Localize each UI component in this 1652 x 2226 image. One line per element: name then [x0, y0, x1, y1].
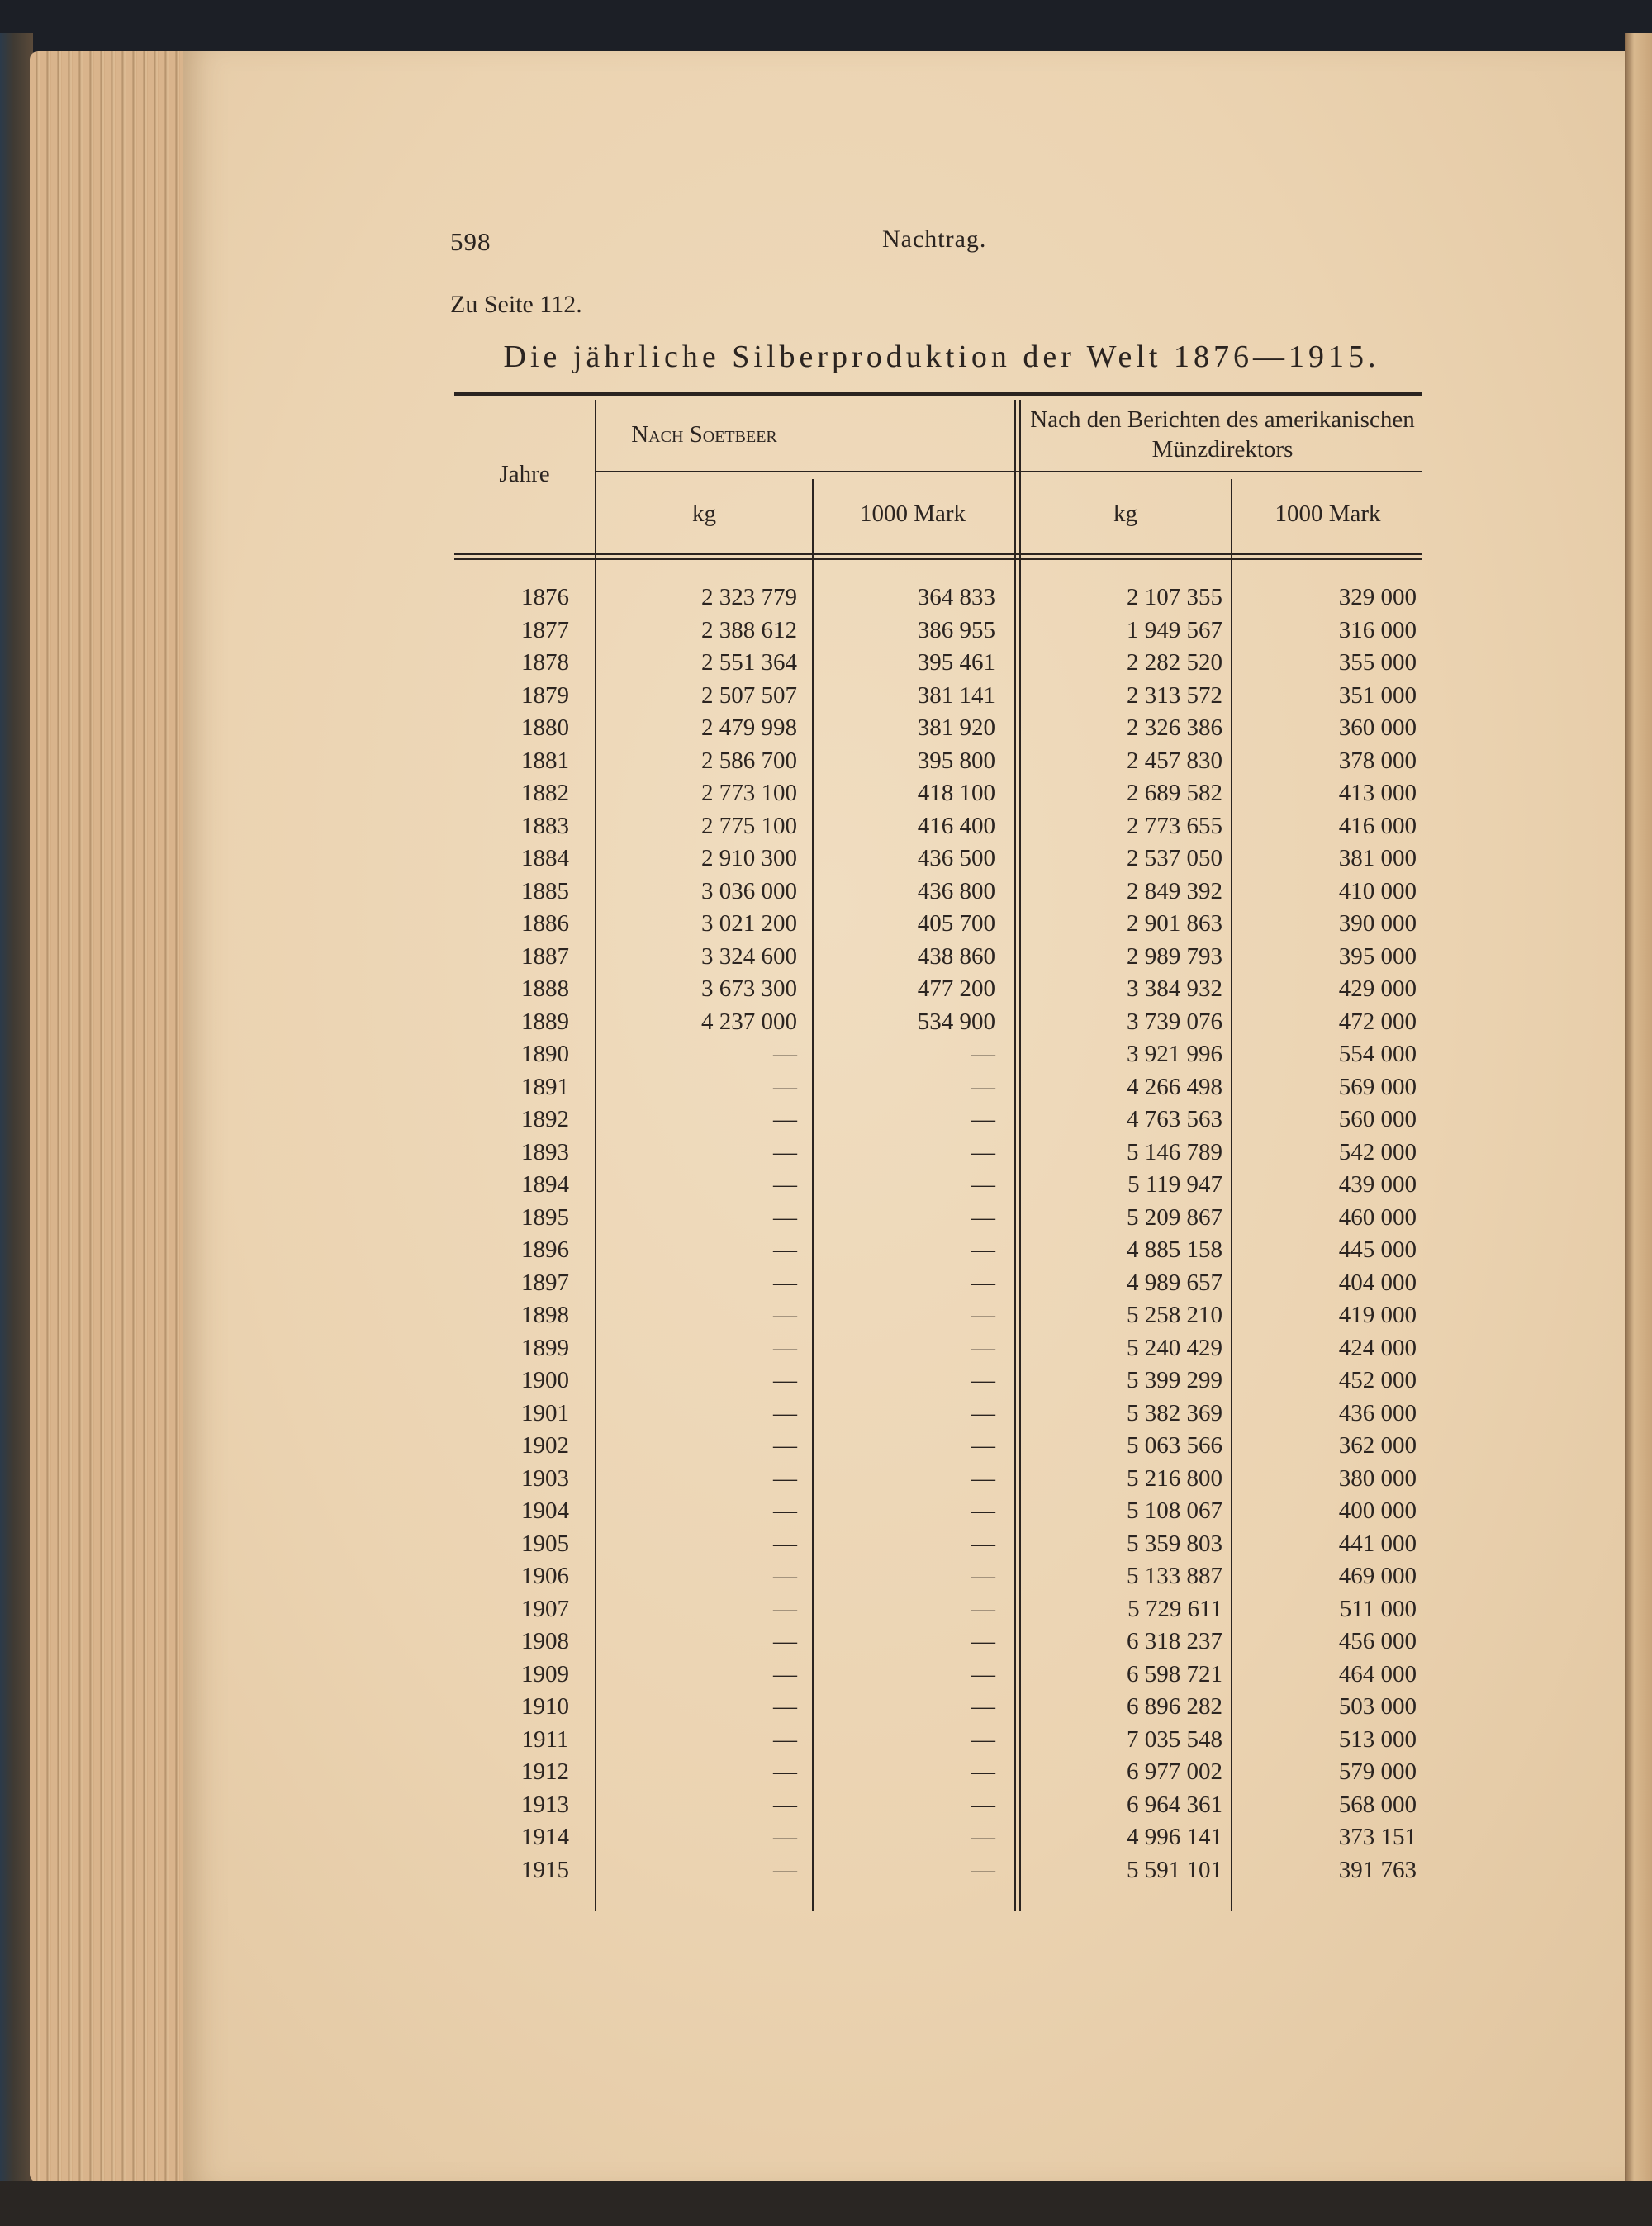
soetbeer-kg-cell: 2 910 300: [701, 845, 797, 871]
soetbeer-kg-cell: —: [773, 1628, 797, 1654]
subheader-kg-1: kg: [692, 501, 716, 527]
munzdirektor-mark-cell: 378 000: [1338, 747, 1417, 774]
year-cell: 1895: [521, 1203, 569, 1231]
soetbeer-kg-cell: —: [773, 1758, 797, 1785]
munzdirektor-mark-cell: 351 000: [1338, 681, 1417, 709]
soetbeer-kg-cell: —: [773, 1399, 797, 1426]
soetbeer-kg-cell: —: [773, 1530, 797, 1557]
page-number: 598: [450, 227, 491, 256]
year-cell: 1882: [521, 780, 569, 806]
year-cell: 1877: [521, 616, 569, 643]
munzdirektor-mark-cell: 568 000: [1338, 1791, 1417, 1818]
soetbeer-mark-cell: 364 833: [917, 584, 995, 610]
table-row: [458, 711, 1417, 744]
munzdirektor-kg-cell: 6 964 361: [1127, 1791, 1222, 1818]
soetbeer-kg-cell: —: [773, 1269, 797, 1296]
table-row: [458, 1364, 1417, 1397]
table-row: [458, 1690, 1417, 1723]
soetbeer-kg-cell: —: [773, 1203, 797, 1231]
soetbeer-mark-cell: —: [971, 1497, 995, 1524]
munzdirektor-mark-cell: 569 000: [1338, 1073, 1417, 1100]
munzdirektor-kg-cell: 5 729 611: [1127, 1595, 1222, 1622]
year-cell: 1915: [521, 1856, 569, 1883]
soetbeer-mark-cell: —: [971, 1758, 995, 1785]
soetbeer-mark-cell: —: [971, 1138, 995, 1165]
soetbeer-kg-cell: —: [773, 1367, 797, 1393]
munzdirektor-kg-cell: 3 384 932: [1127, 975, 1222, 1002]
soetbeer-kg-cell: 3 021 200: [701, 910, 797, 937]
munzdirektor-kg-cell: 2 282 520: [1127, 649, 1222, 676]
table-row: [458, 907, 1417, 940]
munzdirektor-mark-cell: 390 000: [1338, 910, 1417, 937]
year-cell: 1907: [521, 1595, 569, 1622]
year-cell: 1909: [521, 1660, 569, 1687]
soetbeer-kg-cell: 2 479 998: [701, 714, 797, 741]
soetbeer-mark-cell: —: [971, 1073, 995, 1100]
munzdirektor-mark-cell: 542 000: [1338, 1138, 1417, 1165]
table-row: [458, 875, 1417, 908]
table-row: [458, 1103, 1417, 1136]
munzdirektor-mark-cell: 436 000: [1338, 1399, 1417, 1426]
munzdirektor-kg-cell: 5 108 067: [1127, 1497, 1222, 1524]
munzdirektor-mark-cell: 381 000: [1338, 845, 1417, 871]
soetbeer-mark-cell: 395 800: [917, 747, 995, 774]
year-cell: 1896: [521, 1236, 569, 1263]
munzdirektor-kg-cell: 2 989 793: [1127, 942, 1222, 970]
year-cell: 1876: [521, 584, 569, 610]
soetbeer-kg-cell: —: [773, 1660, 797, 1687]
table-row: [458, 1853, 1417, 1887]
munzdirektor-kg-cell: 5 119 947: [1127, 1171, 1222, 1198]
munzdirektor-kg-cell: 3 739 076: [1127, 1008, 1222, 1035]
munzdirektor-kg-cell: 5 240 429: [1127, 1334, 1222, 1361]
table-row: [458, 1136, 1417, 1169]
soetbeer-kg-cell: 2 775 100: [701, 812, 797, 839]
munzdirektor-kg-cell: 7 035 548: [1127, 1725, 1222, 1753]
soetbeer-mark-cell: —: [971, 1791, 995, 1818]
soetbeer-kg-cell: —: [773, 1334, 797, 1361]
group-divider-rule: [596, 471, 1422, 472]
year-cell: 1911: [521, 1725, 569, 1753]
year-cell: 1897: [521, 1269, 569, 1296]
table-row: [458, 614, 1417, 647]
munzdirektor-kg-cell: 2 457 830: [1127, 747, 1222, 774]
table-row: [458, 776, 1417, 809]
table-row: [458, 1527, 1417, 1560]
soetbeer-kg-cell: —: [773, 1432, 797, 1459]
table-row: [458, 1298, 1417, 1331]
munzdirektor-mark-cell: 373 151: [1338, 1824, 1417, 1850]
facing-page-edge: [1625, 33, 1652, 2189]
munzdirektor-kg-cell: 5 146 789: [1127, 1138, 1222, 1165]
munzdirektor-kg-cell: 4 763 563: [1127, 1106, 1222, 1132]
table-row: [458, 1397, 1417, 1430]
soetbeer-kg-cell: —: [773, 1041, 797, 1067]
soetbeer-kg-cell: —: [773, 1595, 797, 1622]
soetbeer-kg-cell: 2 323 779: [701, 584, 797, 610]
munzdirektor-mark-cell: 511 000: [1339, 1595, 1417, 1622]
table-row: [458, 1070, 1417, 1104]
munzdirektor-mark-cell: 554 000: [1338, 1041, 1417, 1067]
soetbeer-kg-cell: 3 324 600: [701, 942, 797, 970]
table-row: [458, 1592, 1417, 1626]
soetbeer-kg-cell: 3 673 300: [701, 975, 797, 1002]
table-row: [458, 842, 1417, 875]
year-cell: 1886: [521, 910, 569, 937]
soetbeer-mark-cell: 436 500: [917, 845, 995, 871]
year-cell: 1889: [521, 1008, 569, 1035]
munzdirektor-kg-cell: 4 266 498: [1127, 1073, 1222, 1100]
soetbeer-mark-cell: —: [971, 1464, 995, 1492]
year-cell: 1906: [521, 1563, 569, 1589]
year-cell: 1900: [521, 1367, 569, 1393]
year-cell: 1902: [521, 1432, 569, 1459]
table-row: [458, 1788, 1417, 1821]
soetbeer-mark-cell: —: [971, 1106, 995, 1132]
munzdirektor-mark-cell: 329 000: [1338, 584, 1417, 610]
year-cell: 1899: [521, 1334, 569, 1361]
munzdirektor-kg-cell: 5 359 803: [1127, 1530, 1222, 1557]
munzdirektor-kg-cell: 4 989 657: [1127, 1269, 1222, 1296]
soetbeer-mark-cell: —: [971, 1660, 995, 1687]
soetbeer-mark-cell: —: [971, 1302, 995, 1328]
soetbeer-mark-cell: —: [971, 1693, 995, 1720]
soetbeer-kg-cell: —: [773, 1464, 797, 1492]
table-row: [458, 1233, 1417, 1266]
soetbeer-mark-cell: —: [971, 1399, 995, 1426]
soetbeer-mark-cell: —: [971, 1269, 995, 1296]
year-cell: 1880: [521, 714, 569, 741]
table-row: [458, 646, 1417, 679]
table-row: [458, 1559, 1417, 1592]
soetbeer-kg-cell: —: [773, 1497, 797, 1524]
year-cell: 1901: [521, 1399, 569, 1426]
soetbeer-kg-cell: —: [773, 1171, 797, 1198]
munzdirektor-kg-cell: 5 063 566: [1127, 1432, 1222, 1459]
table-row: [458, 1037, 1417, 1070]
soetbeer-mark-cell: —: [971, 1171, 995, 1198]
soetbeer-kg-cell: 4 237 000: [701, 1008, 797, 1035]
munzdirektor-kg-cell: 6 977 002: [1127, 1758, 1222, 1785]
year-cell: 1894: [521, 1171, 569, 1198]
munzdirektor-mark-cell: 460 000: [1338, 1203, 1417, 1231]
munzdirektor-mark-cell: 404 000: [1338, 1269, 1417, 1296]
munzdirektor-mark-cell: 362 000: [1338, 1432, 1417, 1459]
table-row: [458, 1462, 1417, 1495]
munzdirektor-kg-cell: 3 921 996: [1127, 1041, 1222, 1067]
munzdirektor-mark-cell: 439 000: [1338, 1171, 1417, 1198]
munzdirektor-mark-cell: 355 000: [1338, 649, 1417, 676]
table-row: [458, 940, 1417, 973]
munzdirektor-kg-cell: 2 107 355: [1127, 584, 1222, 610]
munzdirektor-kg-cell: 5 216 800: [1127, 1464, 1222, 1492]
soetbeer-mark-cell: 405 700: [917, 910, 995, 937]
book-cover-edge: [0, 33, 33, 2181]
soetbeer-mark-cell: 438 860: [917, 942, 995, 970]
munzdirektor-mark-cell: 452 000: [1338, 1367, 1417, 1393]
soetbeer-kg-cell: 2 773 100: [701, 780, 797, 806]
background-band: [0, 2181, 1652, 2226]
munzdirektor-kg-cell: 5 591 101: [1127, 1856, 1222, 1883]
munzdirektor-kg-cell: 2 537 050: [1127, 845, 1222, 871]
soetbeer-kg-cell: —: [773, 1693, 797, 1720]
table-row: [458, 809, 1417, 842]
munzdirektor-kg-cell: 6 318 237: [1127, 1628, 1222, 1654]
table-top-rule: [454, 392, 1422, 396]
year-cell: 1893: [521, 1138, 569, 1165]
munzdirektor-mark-cell: 424 000: [1338, 1334, 1417, 1361]
table-row: [458, 1331, 1417, 1365]
soetbeer-kg-cell: —: [773, 1856, 797, 1883]
table-row: [458, 1005, 1417, 1038]
soetbeer-kg-cell: —: [773, 1791, 797, 1818]
soetbeer-mark-cell: 534 900: [917, 1008, 995, 1035]
table-row: [458, 1168, 1417, 1201]
soetbeer-mark-cell: 381 920: [917, 714, 995, 741]
year-cell: 1879: [521, 681, 569, 709]
year-cell: 1905: [521, 1530, 569, 1557]
year-cell: 1885: [521, 877, 569, 904]
year-cell: 1910: [521, 1693, 569, 1720]
soetbeer-mark-cell: 436 800: [917, 877, 995, 904]
soetbeer-mark-cell: —: [971, 1595, 995, 1622]
soetbeer-mark-cell: —: [971, 1041, 995, 1067]
munzdirektor-kg-cell: 5 258 210: [1127, 1302, 1222, 1328]
soetbeer-mark-cell: 477 200: [917, 975, 995, 1002]
soetbeer-kg-cell: —: [773, 1106, 797, 1132]
munzdirektor-kg-cell: 2 773 655: [1127, 812, 1222, 839]
munzdirektor-kg-cell: 1 949 567: [1127, 616, 1222, 643]
soetbeer-kg-cell: —: [773, 1824, 797, 1850]
year-cell: 1898: [521, 1302, 569, 1328]
munzdirektor-mark-cell: 380 000: [1338, 1464, 1417, 1492]
year-cell: 1903: [521, 1464, 569, 1492]
year-cell: 1914: [521, 1824, 569, 1850]
soetbeer-kg-cell: —: [773, 1073, 797, 1100]
soetbeer-mark-cell: 386 955: [917, 616, 995, 643]
subheader-kg-2: kg: [1113, 501, 1137, 527]
munzdirektor-mark-cell: 410 000: [1338, 877, 1417, 904]
subheader-mark-2: 1000 Mark: [1275, 501, 1381, 527]
table-row: [458, 1625, 1417, 1658]
page-reference: Zu Seite 112.: [450, 291, 582, 318]
soetbeer-kg-cell: 2 586 700: [701, 747, 797, 774]
soetbeer-mark-cell: —: [971, 1530, 995, 1557]
table-row: [458, 1658, 1417, 1691]
munzdirektor-mark-cell: 360 000: [1338, 714, 1417, 741]
soetbeer-kg-cell: —: [773, 1302, 797, 1328]
year-cell: 1912: [521, 1758, 569, 1785]
table-row: [458, 1723, 1417, 1756]
table-row: [458, 1494, 1417, 1527]
table-row: [458, 581, 1417, 614]
year-cell: 1878: [521, 649, 569, 676]
header-bottom-rule-2: [454, 558, 1422, 560]
munzdirektor-mark-cell: 472 000: [1338, 1008, 1417, 1035]
munzdirektor-mark-cell: 579 000: [1338, 1758, 1417, 1785]
table-row: [458, 1429, 1417, 1462]
soetbeer-kg-cell: —: [773, 1563, 797, 1589]
munzdirektor-kg-cell: 2 849 392: [1127, 877, 1222, 904]
year-cell: 1891: [521, 1073, 569, 1100]
munzdirektor-mark-cell: 395 000: [1338, 942, 1417, 970]
munzdirektor-kg-cell: 2 326 386: [1127, 714, 1222, 741]
year-cell: 1888: [521, 975, 569, 1002]
year-cell: 1881: [521, 747, 569, 774]
munzdirektor-kg-cell: 4 885 158: [1127, 1236, 1222, 1263]
munzdirektor-mark-cell: 456 000: [1338, 1628, 1417, 1654]
year-cell: 1890: [521, 1041, 569, 1067]
soetbeer-mark-cell: —: [971, 1628, 995, 1654]
munzdirektor-kg-cell: 5 382 369: [1127, 1399, 1222, 1426]
munzdirektor-kg-cell: 2 901 863: [1127, 910, 1222, 937]
table-row: [458, 1820, 1417, 1853]
soetbeer-kg-cell: 2 388 612: [701, 616, 797, 643]
page-stack-edges: [30, 51, 187, 2182]
year-cell: 1887: [521, 942, 569, 970]
table-row: [458, 679, 1417, 712]
soetbeer-mark-cell: —: [971, 1334, 995, 1361]
table-row: [458, 1755, 1417, 1788]
subheader-mark-1: 1000 Mark: [859, 501, 966, 527]
year-cell: 1892: [521, 1106, 569, 1132]
header-bottom-rule: [454, 553, 1422, 555]
year-cell: 1883: [521, 812, 569, 839]
munzdirektor-kg-cell: 6 598 721: [1127, 1660, 1222, 1687]
munzdirektor-mark-cell: 441 000: [1338, 1530, 1417, 1557]
running-head: Nachtrag.: [882, 225, 987, 253]
munzdirektor-kg-cell: 5 209 867: [1127, 1203, 1222, 1231]
soetbeer-kg-cell: —: [773, 1138, 797, 1165]
soetbeer-kg-cell: 2 551 364: [701, 649, 797, 676]
munzdirektor-kg-cell: 5 399 299: [1127, 1367, 1222, 1393]
soetbeer-mark-cell: —: [971, 1824, 995, 1850]
soetbeer-kg-cell: —: [773, 1725, 797, 1753]
munzdirektor-mark-cell: 429 000: [1338, 975, 1417, 1002]
table-row: [458, 1201, 1417, 1234]
munzdirektor-mark-cell: 416 000: [1338, 812, 1417, 839]
year-cell: 1908: [521, 1628, 569, 1654]
munzdirektor-kg-cell: 5 133 887: [1127, 1563, 1222, 1589]
munzdirektor-mark-cell: 469 000: [1338, 1563, 1417, 1589]
soetbeer-kg-cell: 2 507 507: [701, 681, 797, 709]
header-years: Jahre: [499, 461, 550, 487]
munzdirektor-mark-cell: 445 000: [1338, 1236, 1417, 1263]
munzdirektor-mark-cell: 391 763: [1338, 1856, 1417, 1883]
munzdirektor-kg-cell: 6 896 282: [1127, 1693, 1222, 1720]
munzdirektor-mark-cell: 560 000: [1338, 1106, 1417, 1132]
soetbeer-mark-cell: 416 400: [917, 812, 995, 839]
header-munzdirektor: Nach den Berichten des amerikanischen Münzdirektors: [1030, 406, 1415, 463]
munzdirektor-mark-cell: 464 000: [1338, 1660, 1417, 1687]
munzdirektor-mark-cell: 400 000: [1338, 1497, 1417, 1524]
header-soetbeer: Nach Soetbeer: [631, 421, 777, 448]
munzdirektor-mark-cell: 419 000: [1338, 1302, 1417, 1328]
munzdirektor-mark-cell: 513 000: [1338, 1725, 1417, 1753]
soetbeer-mark-cell: 418 100: [917, 780, 995, 806]
table-row: [458, 1266, 1417, 1299]
soetbeer-mark-cell: —: [971, 1367, 995, 1393]
soetbeer-mark-cell: —: [971, 1203, 995, 1231]
soetbeer-mark-cell: —: [971, 1432, 995, 1459]
munzdirektor-kg-cell: 4 996 141: [1127, 1824, 1222, 1850]
munzdirektor-mark-cell: 503 000: [1338, 1693, 1417, 1720]
munzdirektor-kg-cell: 2 313 572: [1127, 681, 1222, 709]
soetbeer-mark-cell: 395 461: [917, 649, 995, 676]
year-cell: 1904: [521, 1497, 569, 1524]
soetbeer-kg-cell: —: [773, 1236, 797, 1263]
year-cell: 1884: [521, 845, 569, 871]
soetbeer-mark-cell: —: [971, 1856, 995, 1883]
munzdirektor-mark-cell: 316 000: [1338, 616, 1417, 643]
munzdirektor-mark-cell: 413 000: [1338, 780, 1417, 806]
soetbeer-mark-cell: 381 141: [917, 681, 995, 709]
soetbeer-mark-cell: —: [971, 1563, 995, 1589]
year-cell: 1913: [521, 1791, 569, 1818]
munzdirektor-kg-cell: 2 689 582: [1127, 780, 1222, 806]
soetbeer-mark-cell: —: [971, 1236, 995, 1263]
table-row: [458, 972, 1417, 1005]
table-row: [458, 744, 1417, 777]
soetbeer-mark-cell: —: [971, 1725, 995, 1753]
table-title: Die jährliche Silberproduktion der Welt 1876—1915.: [503, 339, 1380, 374]
soetbeer-kg-cell: 3 036 000: [701, 877, 797, 904]
